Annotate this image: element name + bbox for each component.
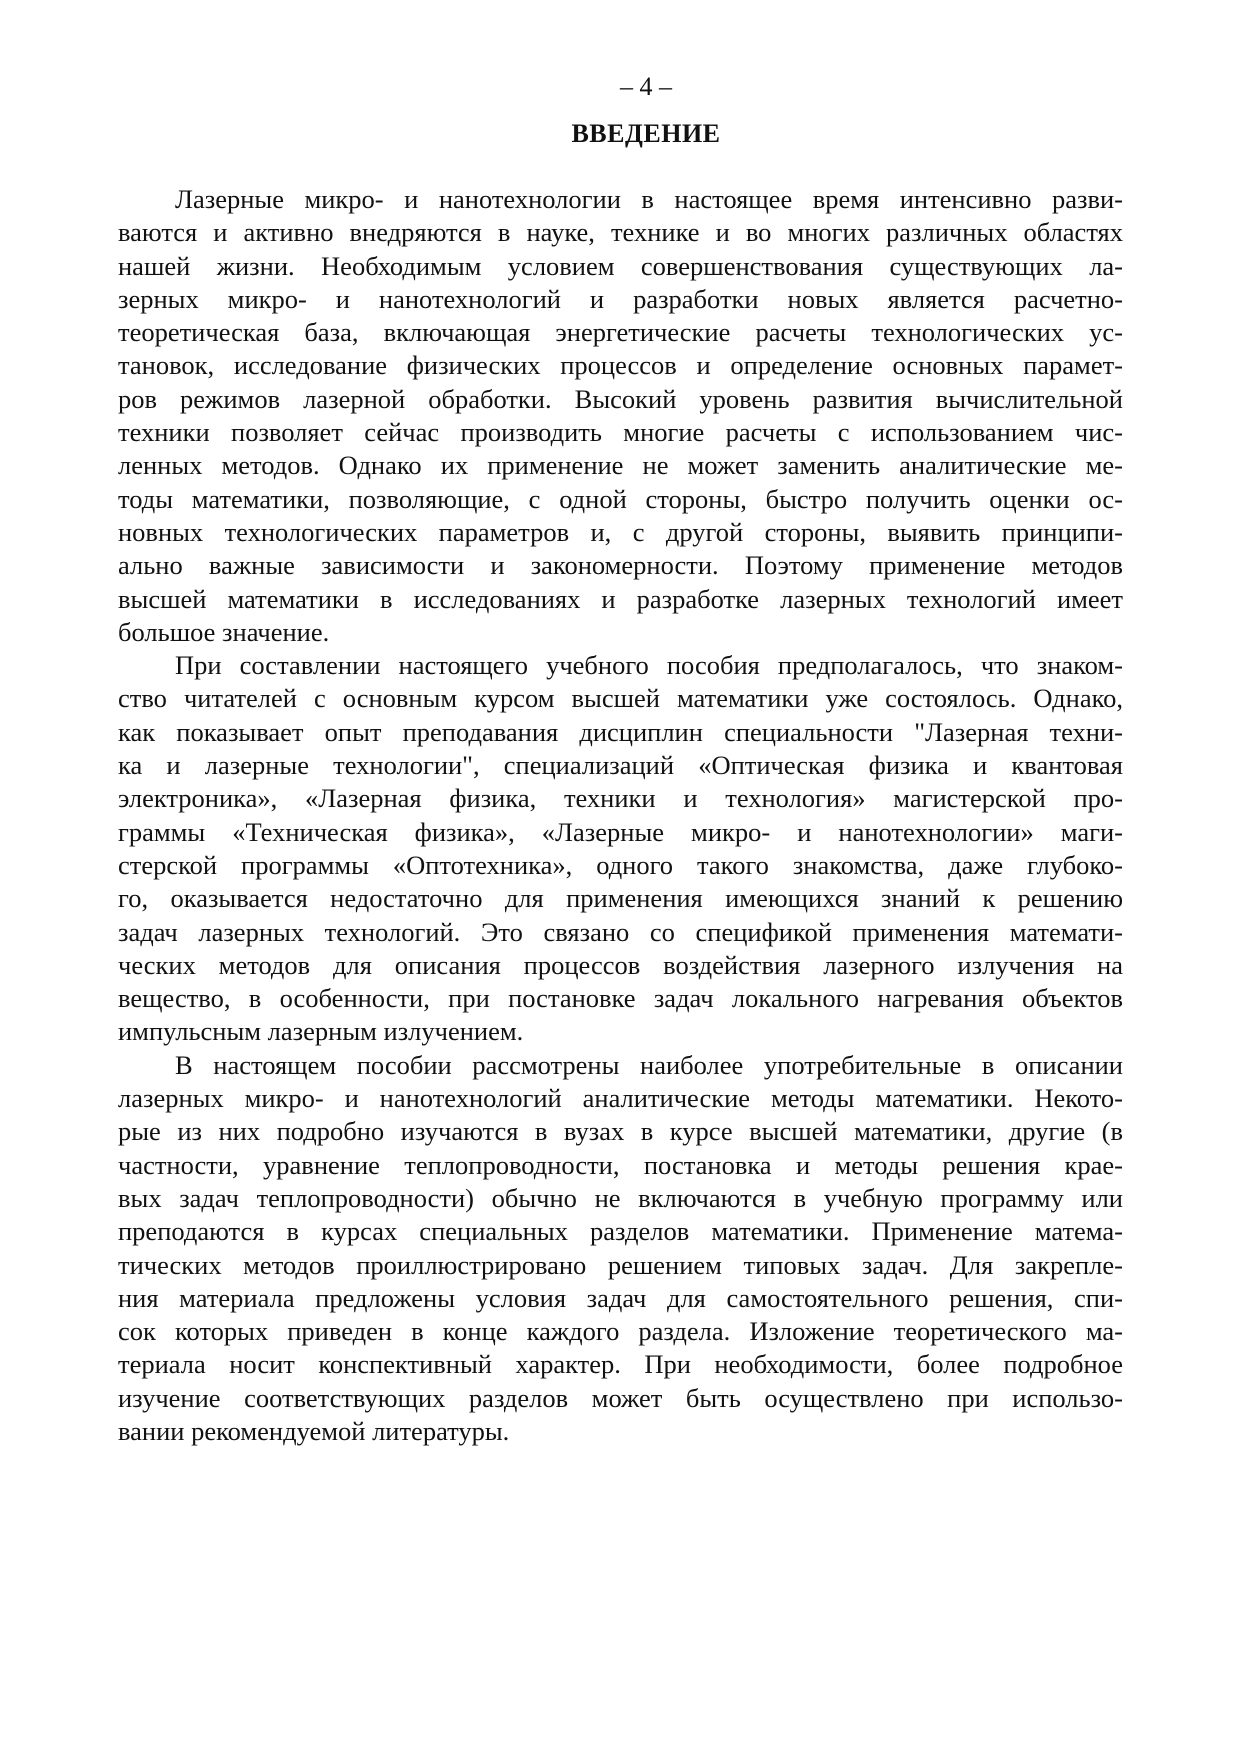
paragraph-1 (118, 183, 1123, 649)
text-line: высшей математики в исследованиях и разработке лазерных технологий имеет (118, 583, 1123, 614)
text-line: ство читателей с основным курсом высшей математики уже состоялось. Однако, (118, 683, 1123, 714)
text-line: В настоящем пособии рассмотрены наиболее употребительные в описании (175, 1049, 1123, 1080)
paragraph-2 (118, 649, 1123, 1049)
text-line: новных технологических параметров и, с другой стороны, выявить принципи- (118, 516, 1123, 547)
text-line: го, оказывается недостаточно для применения имеющихся знаний к решению (118, 883, 1123, 914)
text-line: ально важные зависимости и закономерности. Поэтому применение методов (118, 550, 1123, 581)
text-line: ленных методов. Однако их применение не может заменить аналитические ме- (118, 450, 1123, 481)
text-line: электроника», «Лазерная физика, техники и технология» магистерской про- (118, 783, 1123, 814)
text-line: ров режимов лазерной обработки. Высокий уровень развития вычислительной (118, 383, 1123, 414)
text-line: При составлении настоящего учебного пособия предполагалось, что знаком- (175, 650, 1123, 681)
text-line: вании рекомендуемой литературы. (118, 1415, 510, 1446)
text-line: тоды математики, позволяющие, с одной стороны, быстро получить оценки ос- (118, 483, 1123, 514)
text-line: ческих методов для описания процессов воздействия лазерного излучения на (118, 949, 1123, 980)
text-line: частности, уравнение теплопроводности, постановка и методы решения крае- (118, 1149, 1123, 1180)
text-line: лазерных микро- и нанотехнологий аналитические методы математики. Некото- (118, 1083, 1123, 1114)
text-line: вых задач теплопроводности) обычно не включаются в учебную программу или (118, 1182, 1123, 1213)
text-line: сок которых приведен в конце каждого раздела. Изложение теоретического ма- (118, 1316, 1123, 1347)
paragraph-3 (118, 1049, 1123, 1449)
text-line: рые из них подробно изучаются в вузах в курсе высшей математики, другие (в (118, 1116, 1123, 1147)
text-line: Лазерные микро- и нанотехнологии в настоящее время интенсивно разви- (175, 184, 1123, 214)
text-line: тановок, исследование физических процессов и определение основных парамет- (118, 350, 1123, 381)
page-number: – 4 – (620, 72, 672, 101)
text-line: техники позволяет сейчас производить многие расчеты с использованием чис- (118, 417, 1123, 448)
text-line: преподаются в курсах специальных разделов математики. Применение матема- (118, 1216, 1123, 1247)
text-line: большое значение. (118, 616, 330, 647)
text-line: теоретическая база, включающая энергетические расчеты технологических ус- (118, 317, 1123, 348)
text-line: граммы «Техническая физика», «Лазерные микро- и нанотехнологии» маги- (118, 816, 1123, 847)
page-title: ВВЕДЕНИЕ (571, 119, 721, 148)
text-line: импульсным лазерным излучением. (118, 1016, 524, 1047)
text-line: вещество, в особенности, при постановке задач локального нагревания объектов (118, 983, 1123, 1014)
text-line: как показывает опыт преподавания дисциплин специальности "Лазерная техни- (118, 716, 1123, 747)
text-line: нашей жизни. Необходимым условием совершенствования существующих ла- (118, 250, 1123, 281)
text-line: изучение соответствующих разделов может быть осуществлено при использо- (118, 1382, 1123, 1413)
text-line: ка и лазерные технологии", специализаций «Оптическая физика и квантовая (118, 750, 1123, 781)
body-text (118, 183, 1123, 1448)
text-line: стерской программы «Оптотехника», одного такого знакомства, даже глубоко- (118, 849, 1123, 880)
text-line: зерных микро- и нанотехнологий и разработки новых является расчетно- (118, 283, 1123, 314)
text-line: ваются и активно внедряются в науке, технике и во многих различных областях (118, 217, 1123, 248)
text-line: тических методов проиллюстрировано решением типовых задач. Для закрепле- (118, 1249, 1123, 1280)
text-line: задач лазерных технологий. Это связано со спецификой применения математи- (118, 916, 1123, 947)
text-line: ния материала предложены условия задач для самостоятельного решения, спи- (118, 1282, 1123, 1313)
text-line: териала носит конспективный характер. При необходимости, более подробное (118, 1349, 1123, 1380)
